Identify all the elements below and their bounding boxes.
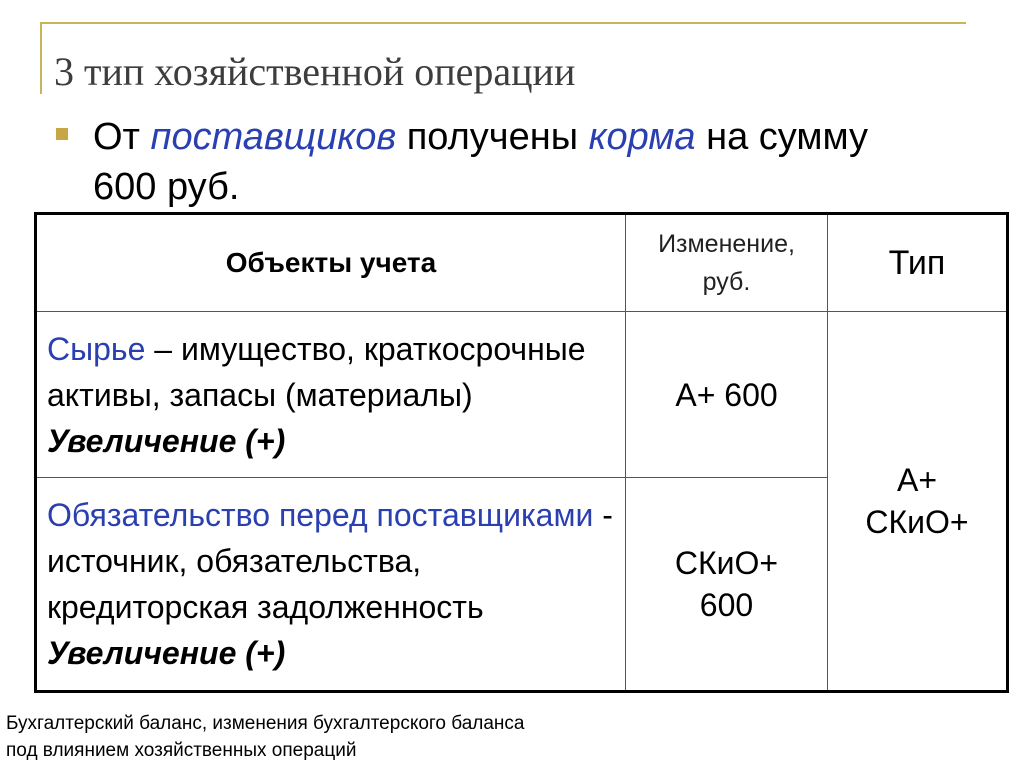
type-value-line-1: А+ [896, 462, 938, 498]
row2-effect: Увеличение (+) [47, 635, 286, 671]
slide-frame-top-line [40, 22, 966, 24]
type-value-line-2: СКиО+ [865, 504, 969, 540]
slide-title: 3 тип хозяйственной операции [54, 49, 576, 94]
row2-object-name: Обязательство перед поставщиками [47, 497, 594, 533]
row1-object-desc: – имущество, краткосрочные активы, запасы (материалы) [47, 330, 586, 413]
statement-part-2: получены [396, 116, 589, 158]
statement-suppliers: поставщиков [150, 116, 397, 158]
statement-feed: корма [588, 116, 696, 158]
row1-object [36, 312, 626, 478]
header-type: Тип [828, 214, 1008, 312]
header-change-line-2: руб. [702, 268, 751, 296]
table-row [36, 312, 1008, 478]
row2-change-line-1: СКиО+ [674, 545, 779, 581]
header-objects: Объекты учета [36, 214, 626, 312]
row1-effect: Увеличение (+) [47, 422, 286, 459]
row1-change: А+ 600 [626, 312, 828, 478]
row2-object [36, 478, 626, 692]
row1-object-name: Сырье [47, 330, 146, 367]
row2-change [626, 478, 828, 692]
header-change [626, 214, 828, 312]
statement-part-1: От [93, 116, 151, 158]
table-header-row [36, 214, 1008, 312]
slide-caption [6, 710, 706, 764]
header-change-line-1: Изменение, [658, 230, 795, 258]
caption-line-1: Бухгалтерский баланс, изменения бухгалтерского баланса [6, 713, 525, 734]
slide-frame-left-line [40, 22, 42, 94]
type-cell [828, 312, 1008, 692]
operation-statement [93, 112, 913, 212]
row2-object-desc: - источник, обязательства, кредиторская задолженность [47, 497, 613, 625]
caption-line-2: под влиянием хозяйственных операций [6, 740, 357, 761]
bullet-square-icon [56, 128, 68, 140]
operations-table [34, 212, 1009, 693]
row2-change-line-2: 600 [699, 587, 754, 623]
statement-part-3: на сумму 600 руб. [93, 116, 869, 208]
